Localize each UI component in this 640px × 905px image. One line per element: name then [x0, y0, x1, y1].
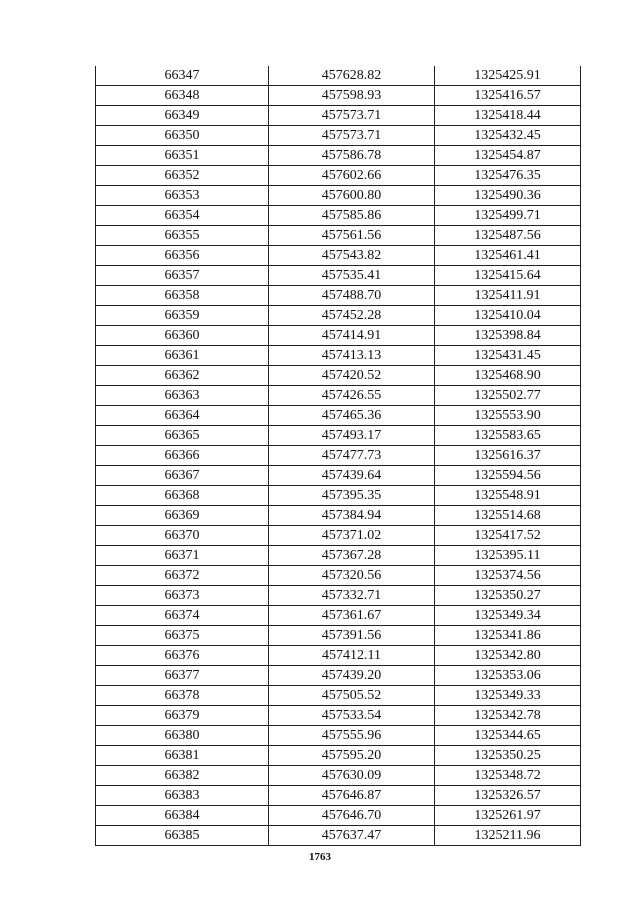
table-row — [96, 566, 581, 586]
table-row — [96, 366, 581, 386]
point-id-cell: 66375 — [96, 626, 269, 646]
point-id-cell: 66348 — [96, 86, 269, 106]
x-coordinate-cell: 457646.70 — [269, 806, 435, 826]
x-coordinate-cell: 457646.87 — [269, 786, 435, 806]
table-row — [96, 386, 581, 406]
table-row — [96, 306, 581, 326]
y-coordinate-cell: 1325476.35 — [435, 166, 581, 186]
x-coordinate-cell: 457320.56 — [269, 566, 435, 586]
point-id-cell: 66360 — [96, 326, 269, 346]
table-row — [96, 246, 581, 266]
table-row — [96, 726, 581, 746]
x-coordinate-cell: 457630.09 — [269, 766, 435, 786]
coordinate-table-body — [96, 66, 581, 846]
y-coordinate-cell: 1325350.27 — [435, 586, 581, 606]
point-id-cell: 66368 — [96, 486, 269, 506]
table-row — [96, 426, 581, 446]
point-id-cell: 66381 — [96, 746, 269, 766]
x-coordinate-cell: 457452.28 — [269, 306, 435, 326]
point-id-cell: 66358 — [96, 286, 269, 306]
table-row — [96, 646, 581, 666]
x-coordinate-cell: 457420.52 — [269, 366, 435, 386]
table-row — [96, 146, 581, 166]
y-coordinate-cell: 1325487.56 — [435, 226, 581, 246]
table-row — [96, 66, 581, 86]
x-coordinate-cell: 457555.96 — [269, 726, 435, 746]
point-id-cell: 66376 — [96, 646, 269, 666]
page-number: 1763 — [309, 851, 331, 863]
y-coordinate-cell: 1325350.25 — [435, 746, 581, 766]
point-id-cell: 66367 — [96, 466, 269, 486]
x-coordinate-cell: 457465.36 — [269, 406, 435, 426]
y-coordinate-cell: 1325353.06 — [435, 666, 581, 686]
table-row — [96, 186, 581, 206]
y-coordinate-cell: 1325326.57 — [435, 786, 581, 806]
x-coordinate-cell: 457561.56 — [269, 226, 435, 246]
table-row — [96, 586, 581, 606]
coordinate-table — [95, 66, 581, 846]
point-id-cell: 66382 — [96, 766, 269, 786]
point-id-cell: 66357 — [96, 266, 269, 286]
table-row — [96, 166, 581, 186]
table-row — [96, 126, 581, 146]
y-coordinate-cell: 1325431.45 — [435, 346, 581, 366]
table-row — [96, 506, 581, 526]
x-coordinate-cell: 457586.78 — [269, 146, 435, 166]
table-row — [96, 406, 581, 426]
y-coordinate-cell: 1325553.90 — [435, 406, 581, 426]
y-coordinate-cell: 1325344.65 — [435, 726, 581, 746]
x-coordinate-cell: 457600.80 — [269, 186, 435, 206]
y-coordinate-cell: 1325261.97 — [435, 806, 581, 826]
table-row — [96, 466, 581, 486]
table-row — [96, 706, 581, 726]
y-coordinate-cell: 1325410.04 — [435, 306, 581, 326]
point-id-cell: 66366 — [96, 446, 269, 466]
table-row — [96, 766, 581, 786]
x-coordinate-cell: 457533.54 — [269, 706, 435, 726]
table-row — [96, 86, 581, 106]
y-coordinate-cell: 1325502.77 — [435, 386, 581, 406]
table-row — [96, 806, 581, 826]
y-coordinate-cell: 1325411.91 — [435, 286, 581, 306]
table-row — [96, 686, 581, 706]
x-coordinate-cell: 457412.11 — [269, 646, 435, 666]
x-coordinate-cell: 457573.71 — [269, 106, 435, 126]
point-id-cell: 66372 — [96, 566, 269, 586]
table-row — [96, 286, 581, 306]
point-id-cell: 66374 — [96, 606, 269, 626]
table-row — [96, 626, 581, 646]
y-coordinate-cell: 1325616.37 — [435, 446, 581, 466]
y-coordinate-cell: 1325418.44 — [435, 106, 581, 126]
point-id-cell: 66377 — [96, 666, 269, 686]
table-row — [96, 826, 581, 846]
x-coordinate-cell: 457585.86 — [269, 206, 435, 226]
table-row — [96, 446, 581, 466]
y-coordinate-cell: 1325341.86 — [435, 626, 581, 646]
x-coordinate-cell: 457426.55 — [269, 386, 435, 406]
table-row — [96, 346, 581, 366]
x-coordinate-cell: 457439.64 — [269, 466, 435, 486]
point-id-cell: 66359 — [96, 306, 269, 326]
point-id-cell: 66365 — [96, 426, 269, 446]
table-row — [96, 486, 581, 506]
x-coordinate-cell: 457535.41 — [269, 266, 435, 286]
table-row — [96, 746, 581, 766]
x-coordinate-cell: 457414.91 — [269, 326, 435, 346]
x-coordinate-cell: 457413.13 — [269, 346, 435, 366]
point-id-cell: 66383 — [96, 786, 269, 806]
table-row — [96, 206, 581, 226]
point-id-cell: 66361 — [96, 346, 269, 366]
point-id-cell: 66363 — [96, 386, 269, 406]
point-id-cell: 66347 — [96, 66, 269, 86]
x-coordinate-cell: 457598.93 — [269, 86, 435, 106]
point-id-cell: 66370 — [96, 526, 269, 546]
point-id-cell: 66362 — [96, 366, 269, 386]
point-id-cell: 66380 — [96, 726, 269, 746]
y-coordinate-cell: 1325583.65 — [435, 426, 581, 446]
y-coordinate-cell: 1325342.80 — [435, 646, 581, 666]
y-coordinate-cell: 1325514.68 — [435, 506, 581, 526]
x-coordinate-cell: 457488.70 — [269, 286, 435, 306]
y-coordinate-cell: 1325490.36 — [435, 186, 581, 206]
y-coordinate-cell: 1325349.34 — [435, 606, 581, 626]
y-coordinate-cell: 1325594.56 — [435, 466, 581, 486]
point-id-cell: 66351 — [96, 146, 269, 166]
point-id-cell: 66349 — [96, 106, 269, 126]
table-row — [96, 606, 581, 626]
y-coordinate-cell: 1325342.78 — [435, 706, 581, 726]
x-coordinate-cell: 457395.35 — [269, 486, 435, 506]
y-coordinate-cell: 1325349.33 — [435, 686, 581, 706]
x-coordinate-cell: 457367.28 — [269, 546, 435, 566]
y-coordinate-cell: 1325499.71 — [435, 206, 581, 226]
x-coordinate-cell: 457595.20 — [269, 746, 435, 766]
y-coordinate-cell: 1325415.64 — [435, 266, 581, 286]
y-coordinate-cell: 1325211.96 — [435, 826, 581, 846]
y-coordinate-cell: 1325454.87 — [435, 146, 581, 166]
y-coordinate-cell: 1325417.52 — [435, 526, 581, 546]
x-coordinate-cell: 457602.66 — [269, 166, 435, 186]
x-coordinate-cell: 457505.52 — [269, 686, 435, 706]
x-coordinate-cell: 457493.17 — [269, 426, 435, 446]
point-id-cell: 66353 — [96, 186, 269, 206]
table-row — [96, 326, 581, 346]
point-id-cell: 66379 — [96, 706, 269, 726]
table-row — [96, 786, 581, 806]
table-row — [96, 106, 581, 126]
y-coordinate-cell: 1325416.57 — [435, 86, 581, 106]
point-id-cell: 66356 — [96, 246, 269, 266]
table-row — [96, 526, 581, 546]
y-coordinate-cell: 1325395.11 — [435, 546, 581, 566]
x-coordinate-cell: 457384.94 — [269, 506, 435, 526]
x-coordinate-cell: 457628.82 — [269, 66, 435, 86]
x-coordinate-cell: 457637.47 — [269, 826, 435, 846]
table-row — [96, 266, 581, 286]
table-row — [96, 546, 581, 566]
y-coordinate-cell: 1325425.91 — [435, 66, 581, 86]
x-coordinate-cell: 457477.73 — [269, 446, 435, 466]
point-id-cell: 66352 — [96, 166, 269, 186]
y-coordinate-cell: 1325348.72 — [435, 766, 581, 786]
point-id-cell: 66378 — [96, 686, 269, 706]
point-id-cell: 66384 — [96, 806, 269, 826]
point-id-cell: 66355 — [96, 226, 269, 246]
y-coordinate-cell: 1325432.45 — [435, 126, 581, 146]
x-coordinate-cell: 457543.82 — [269, 246, 435, 266]
point-id-cell: 66350 — [96, 126, 269, 146]
table-row — [96, 666, 581, 686]
point-id-cell: 66369 — [96, 506, 269, 526]
x-coordinate-cell: 457361.67 — [269, 606, 435, 626]
point-id-cell: 66364 — [96, 406, 269, 426]
point-id-cell: 66371 — [96, 546, 269, 566]
x-coordinate-cell: 457371.02 — [269, 526, 435, 546]
point-id-cell: 66354 — [96, 206, 269, 226]
point-id-cell: 66373 — [96, 586, 269, 606]
y-coordinate-cell: 1325548.91 — [435, 486, 581, 506]
x-coordinate-cell: 457332.71 — [269, 586, 435, 606]
y-coordinate-cell: 1325468.90 — [435, 366, 581, 386]
y-coordinate-cell: 1325398.84 — [435, 326, 581, 346]
x-coordinate-cell: 457573.71 — [269, 126, 435, 146]
x-coordinate-cell: 457391.56 — [269, 626, 435, 646]
point-id-cell: 66385 — [96, 826, 269, 846]
table-row — [96, 226, 581, 246]
y-coordinate-cell: 1325461.41 — [435, 246, 581, 266]
y-coordinate-cell: 1325374.56 — [435, 566, 581, 586]
x-coordinate-cell: 457439.20 — [269, 666, 435, 686]
